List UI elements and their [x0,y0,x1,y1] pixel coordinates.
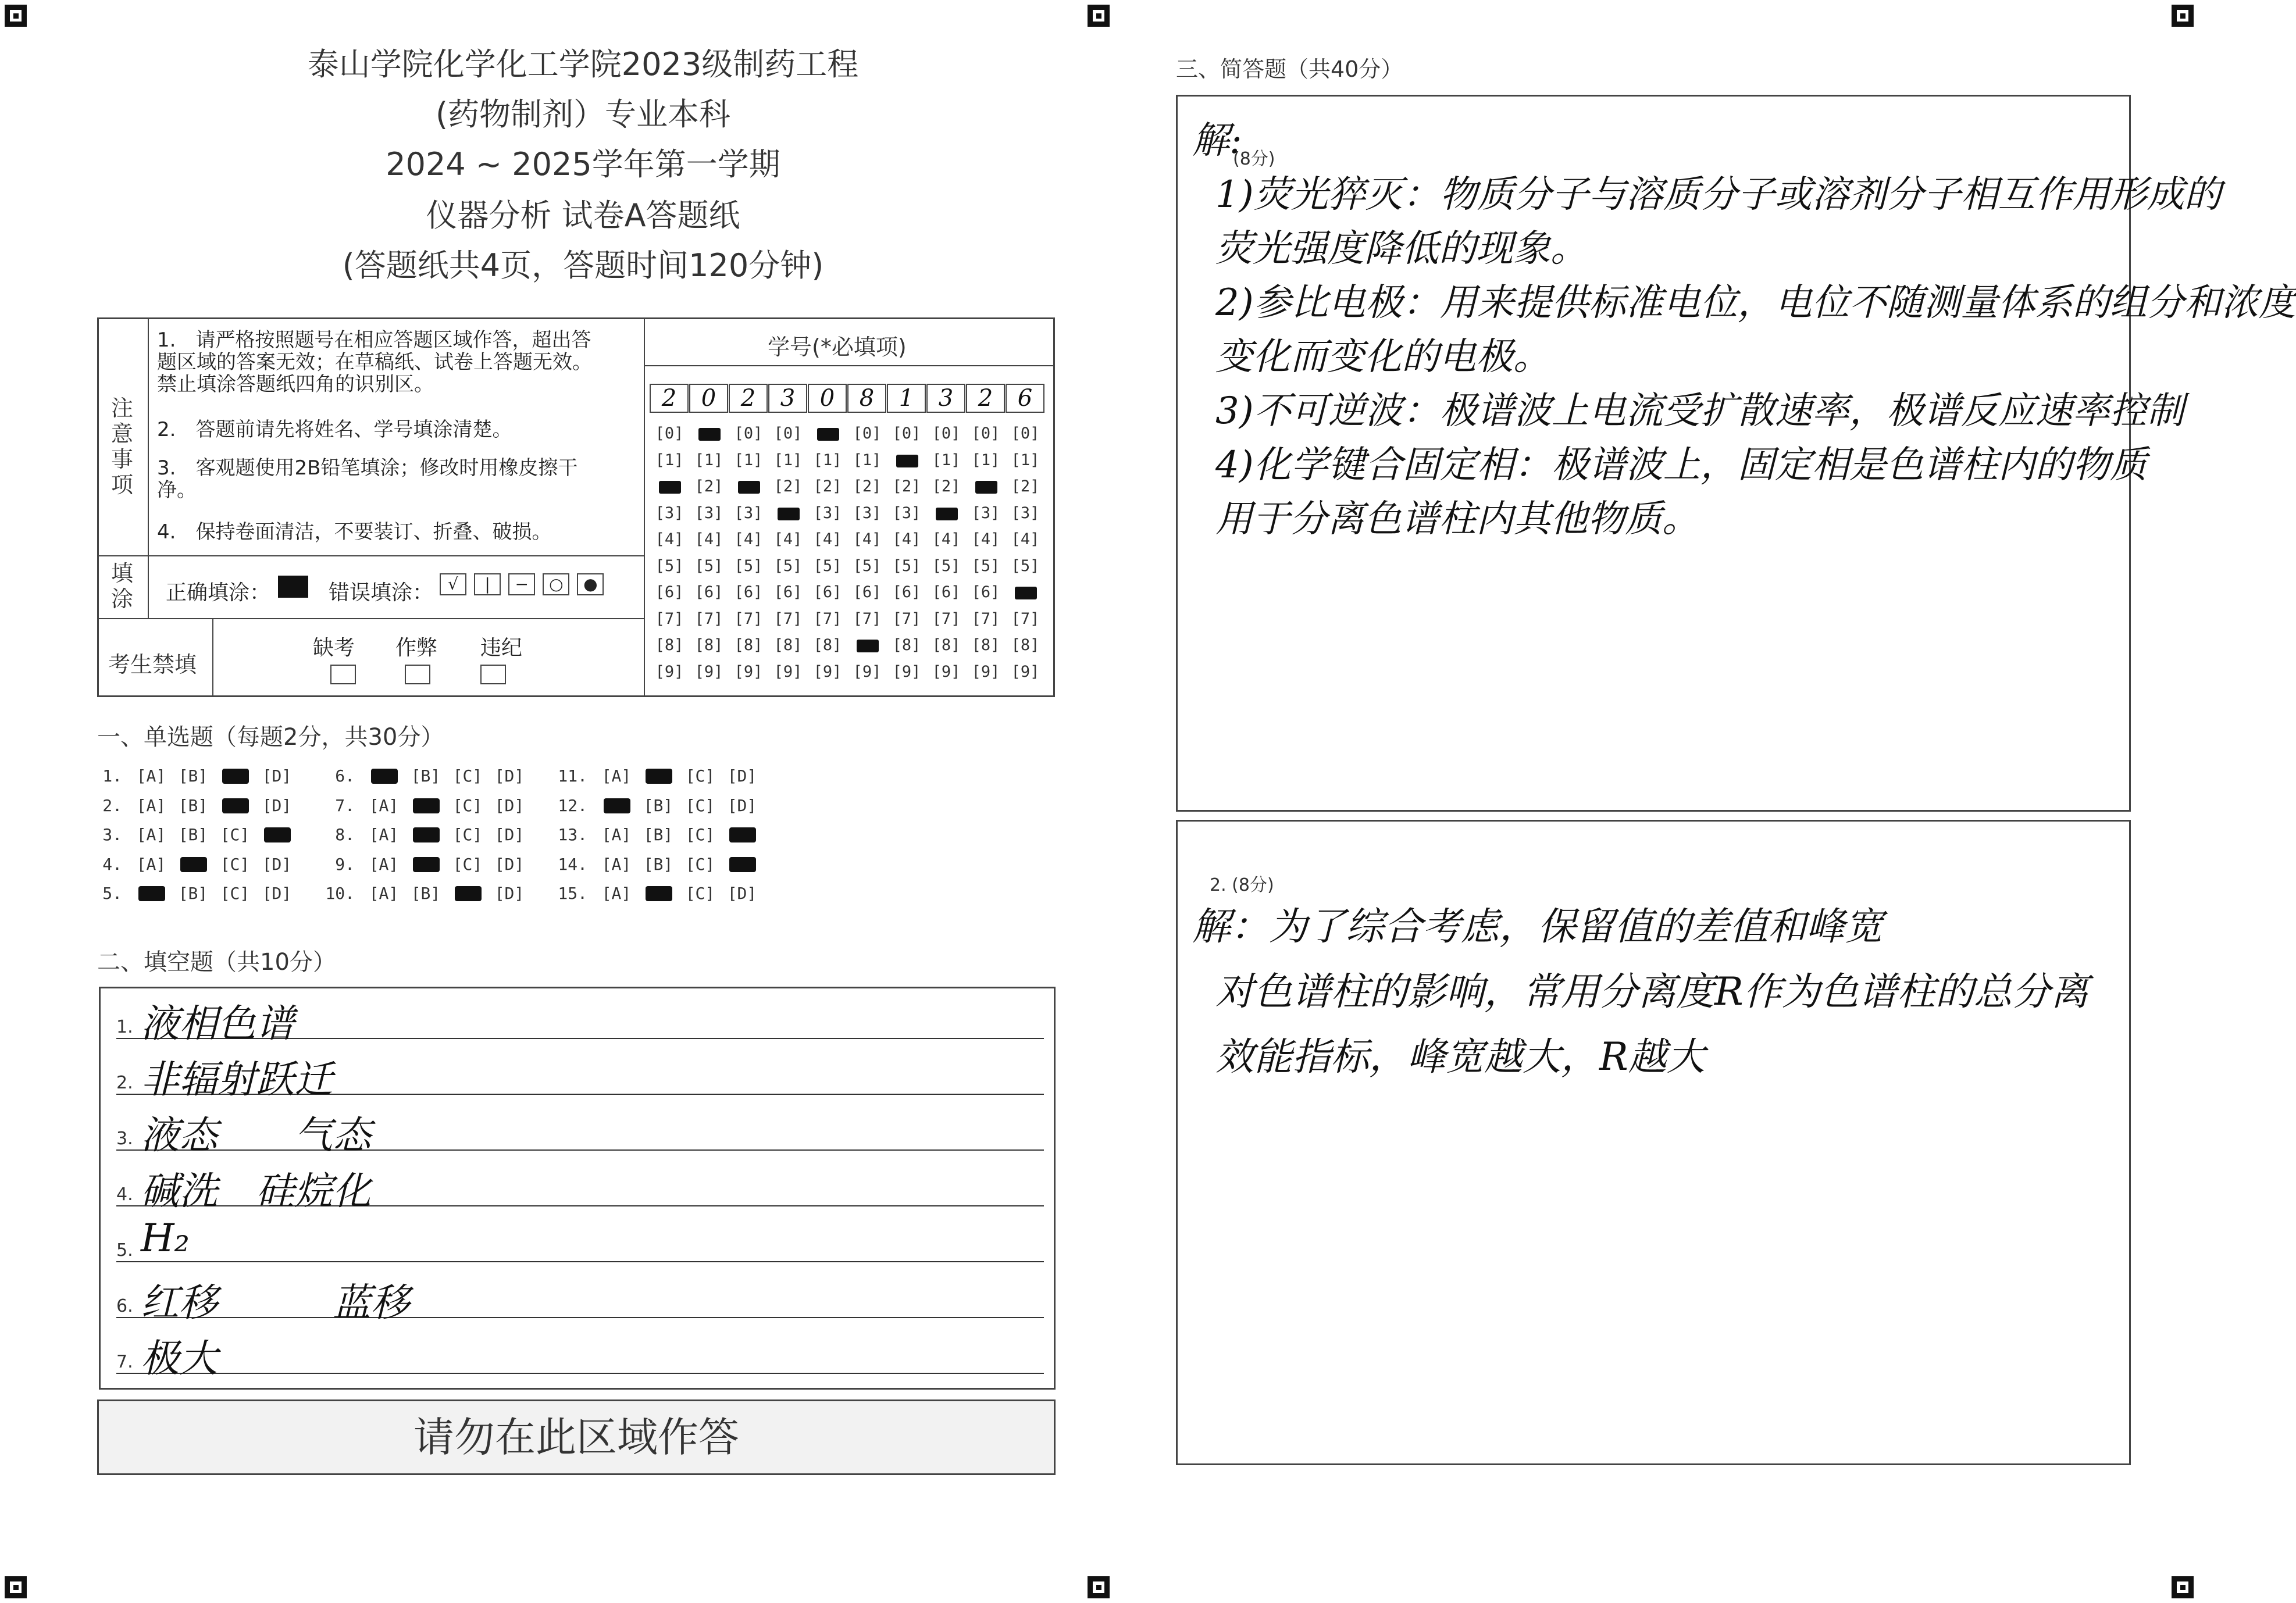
student-id-bubble[interactable]: [3] [853,504,882,522]
correct-fill-sample [278,576,308,598]
student-id-bubble[interactable]: [6] [773,583,803,601]
mc-question-number: 7. [335,795,355,815]
forbidden-cheat-label: 作弊 [395,636,438,660]
handwritten-answer-line: 效能指标，峰宽越大，R越大 [1215,1034,1705,1079]
mc-option-bubble[interactable]: [A] [601,766,632,786]
fill-blank-number: 7. [116,1352,133,1372]
student-id-bubble[interactable]: [1] [734,451,763,469]
wrong-mark-dash: − [508,573,535,595]
mc-option-bubble[interactable]: [B] [643,825,673,844]
student-id-bubble[interactable]: [3] [813,504,842,522]
handwritten-answer-line: 解：为了综合考虑，保留值的差值和峰宽 [1192,904,1883,949]
mc-question-row [87,884,298,903]
student-id-bubble[interactable]: [6] [932,583,961,601]
mc-option-bubble[interactable]: [A] [136,766,166,786]
mc-option-bubble[interactable]: [C] [685,795,715,815]
mc-option-bubble[interactable]: [C] [452,766,483,786]
student-id-bubble[interactable]: [7] [932,609,961,628]
q2-points: 2. (8分) [1210,875,1274,895]
mc-question-number: 8. [335,825,355,844]
mc-question-number: 2. [102,795,122,815]
student-id-digit: 2 [729,384,768,413]
student-id-bubble[interactable]: [4] [1011,530,1040,548]
mc-option-bubble[interactable] [130,884,172,903]
note-item-2: 2. 答题前请先将姓名、学号填涂清楚。 [157,418,512,441]
student-id-digit: 6 [1006,384,1044,413]
mc-option-bubble[interactable]: [D] [494,766,525,786]
student-id-bubble[interactable]: [0] [773,424,803,442]
corner-mark-bottom-center [1088,1576,1110,1598]
header-line-5: (答题纸共4页，答题时间120分钟) [342,247,824,284]
mc-option-bubble[interactable]: [D] [494,825,525,844]
student-id-bubble[interactable]: [7] [734,609,763,628]
student-id-bubble[interactable]: [2] [853,477,882,495]
student-id-bubble[interactable]: [6] [813,583,842,601]
student-id-bubble[interactable]: [0] [971,424,1000,442]
mc-option-bubble[interactable]: [C] [685,884,715,903]
mc-option-bubble[interactable]: [A] [136,795,166,815]
student-id-bubble[interactable] [889,451,924,469]
student-id-bubble[interactable]: [2] [813,477,842,495]
student-id-bubble[interactable]: [7] [853,609,882,628]
student-id-bubble[interactable]: [5] [734,556,763,575]
student-id-bubble[interactable]: [0] [1011,424,1040,442]
handwritten-answer-line: 3)不可逆波：极谱波上电流受扩散速率，极谱反应速率控制 [1215,390,2184,433]
student-id-bubble[interactable]: [8] [694,636,723,654]
note-item-4: 4. 保持卷面清洁，不要装订、折叠、破损。 [157,520,552,544]
mc-option-bubble[interactable]: [C] [452,854,483,874]
student-id-bubble[interactable]: [9] [813,662,842,681]
handwritten-answer-line: 用于分离色谱柱内其他物质。 [1215,498,1699,541]
student-id-bubble[interactable]: [0] [853,424,882,442]
student-id-bubble[interactable]: [8] [655,636,684,654]
forbidden-violation-checkbox[interactable] [480,665,506,684]
handwritten-answer-line: 解: [1192,119,1242,162]
fill-blank-answer: 液态 气态 [141,1113,371,1158]
mc-question-row [87,825,298,844]
fill-blank-answer: 液相色谱 [141,1001,294,1046]
mc-option-bubble[interactable]: [A] [369,795,399,815]
mc-question-row [320,855,530,874]
student-id-bubble[interactable]: [2] [1011,477,1040,495]
wrong-mark-check: √ [440,573,466,595]
handwritten-answer-line: 对色谱柱的影响，常用分离度R作为色谱柱的总分离 [1215,969,2089,1014]
fill-blank-answer: 极大 [141,1336,218,1381]
mc-question-number: 15. [558,884,587,903]
student-id-bubble[interactable]: [5] [773,556,803,575]
mc-question-row [87,766,298,786]
student-id-bubble[interactable]: [9] [1011,662,1040,681]
mc-option-bubble[interactable]: [B] [178,766,208,786]
mc-option-bubble[interactable]: [A] [601,825,632,844]
handwritten-answer-line: 4)化学键合固定相：极谱波上，固定相是色谱柱内的物质 [1215,444,2147,487]
fill-blank-line [116,1261,1044,1262]
student-id-bubble[interactable]: [8] [813,636,842,654]
wrong-mark-bar: | [474,573,501,595]
mc-option-bubble[interactable] [405,796,447,815]
mc-option-bubble[interactable]: [C] [452,825,483,844]
student-id-bubble[interactable]: [5] [655,556,684,575]
student-id-digit: 3 [926,384,965,413]
fill-blank-number: 3. [116,1129,133,1149]
handwritten-answer-line: 2)参比电极：用来提供标准电位，电位不随测量体系的组分和浓度 [1215,281,2296,324]
student-id-bubble[interactable]: [7] [813,609,842,628]
mc-option-bubble[interactable]: [C] [685,825,715,844]
corner-mark-top-right [2172,5,2194,27]
header-line-4: 仪器分析 试卷A答题纸 [426,197,740,234]
mc-option-bubble[interactable]: [B] [178,795,208,815]
student-id-bubble[interactable]: [8] [1011,636,1040,654]
student-id-digit: 3 [768,384,807,413]
mc-question-row [87,796,298,815]
student-id-bubble[interactable]: [4] [773,530,803,548]
mc-option-bubble[interactable]: [B] [411,884,441,903]
student-id-bubble[interactable]: [9] [655,662,684,681]
mc-question-number: 3. [102,825,122,844]
student-id-bubble[interactable]: [7] [971,609,1000,628]
student-id-bubble[interactable]: [8] [971,636,1000,654]
mc-option-bubble[interactable]: [D] [727,884,757,903]
student-id-bubble[interactable] [850,636,885,654]
fill-blank-number: 4. [116,1184,133,1205]
student-id-bubble[interactable]: [2] [694,477,723,495]
student-id-bubble[interactable]: [9] [773,662,803,681]
fill-blank-line [116,1373,1044,1374]
mc-question-row [552,855,763,874]
student-id-digit: 1 [887,384,926,413]
fill-blank-answer: 碱洗 硅烷化 [141,1169,371,1213]
student-id-bubble[interactable] [731,477,766,495]
mc-option-bubble[interactable] [637,884,679,903]
mc-option-bubble[interactable]: [C] [685,766,715,786]
student-id-bubble[interactable]: [1] [1011,451,1040,469]
forbidden-violation-label: 违纪 [480,636,523,660]
notes-label: 注意事项 [110,395,133,498]
header-line-3: 2024 ~ 2025学年第一学期 [386,146,780,183]
student-id-bubble[interactable]: [4] [694,530,723,548]
mc-question-row [552,796,763,815]
student-id-bubble[interactable]: [3] [694,504,723,522]
student-id-bubble[interactable]: [9] [694,662,723,681]
mc-option-bubble[interactable]: [A] [369,884,399,903]
mc-option-bubble[interactable] [363,766,405,786]
mc-option-bubble[interactable] [721,855,763,874]
mc-question-number: 14. [558,854,587,874]
student-id-bubble[interactable]: [9] [932,662,961,681]
forbidden-absent-checkbox[interactable] [330,665,356,684]
student-id-bubble[interactable]: [1] [694,451,723,469]
fill-blank-answer: H₂ [141,1216,190,1261]
student-id-bubble[interactable]: [9] [892,662,921,681]
student-id-bubble[interactable]: [1] [853,451,882,469]
fill-guide-label: 填涂 [110,560,133,612]
student-id-digit: 0 [689,384,728,413]
student-id-bubble[interactable] [968,477,1003,495]
corner-mark-top-left [5,5,27,27]
mc-question-number: 13. [558,825,587,844]
corner-mark-bottom-right [2172,1576,2194,1598]
student-id-bubble[interactable]: [5] [853,556,882,575]
fill-guide-correct-label: 正确填涂： [166,581,271,605]
note-item-3: 3. 客观题使用2B铅笔填涂；修改时用橡皮擦干净。 [157,456,578,502]
mc-option-bubble[interactable]: [A] [601,854,632,874]
student-id-bubble[interactable]: [6] [853,583,882,601]
student-id-bubble[interactable]: [4] [971,530,1000,548]
student-id-digit: 0 [808,384,847,413]
student-id-bubble[interactable]: [0] [932,424,961,442]
fill-blank-number: 6. [116,1296,133,1316]
fill-blank-answer: 非辐射跃迁 [141,1057,333,1102]
student-id-bubble[interactable]: [1] [932,451,961,469]
mc-question-number: 11. [558,766,587,786]
mc-question-number: 10. [325,884,355,903]
mc-option-bubble[interactable]: [D] [494,854,525,874]
mc-question-number: 6. [335,766,355,786]
wrong-mark-dot: ● [577,573,604,595]
mc-option-bubble[interactable]: [D] [727,766,757,786]
student-id-bubble[interactable]: [5] [892,556,921,575]
corner-mark-top-center [1088,5,1110,27]
student-id-digit: 2 [966,384,1005,413]
student-id-bubble[interactable]: [8] [892,636,921,654]
student-id-bubble[interactable] [810,424,845,442]
student-id-bubble[interactable]: [7] [773,609,803,628]
student-id-bubble[interactable] [929,504,964,522]
student-id-bubble[interactable]: [6] [892,583,921,601]
student-id-bubble[interactable]: [7] [1011,609,1040,628]
fill-blank-number: 2. [116,1073,133,1093]
mc-question-number: 5. [102,884,122,903]
header-line-2: (药物制剂）专业本科 [435,96,731,133]
mc-option-bubble[interactable]: [C] [685,854,715,874]
mc-option-bubble[interactable]: [B] [411,766,441,786]
q1-points: (8分) [1233,149,1275,169]
handwritten-answer-line: 1)荧光猝灭：物质分子与溶质分子或溶剂分子相互作用形成的 [1215,173,2222,216]
mc-option-bubble[interactable]: [B] [178,825,208,844]
mc-question-number: 4. [102,854,122,874]
mc-option-bubble[interactable]: [A] [136,854,166,874]
student-id-bubble[interactable]: [6] [694,583,723,601]
mc-question-row [552,825,763,844]
student-id-bubble[interactable]: [4] [932,530,961,548]
fill-blank-number: 5. [116,1240,133,1261]
mc-option-bubble[interactable]: [B] [178,884,208,903]
fill-blank-number: 1. [116,1017,133,1037]
student-id-bubble[interactable]: [7] [694,609,723,628]
student-id-bubble[interactable]: [4] [734,530,763,548]
mc-option-bubble[interactable] [447,884,489,903]
student-id-bubble[interactable]: [2] [773,477,803,495]
handwritten-answer-line: 变化而变化的电极。 [1215,335,1550,379]
mc-option-bubble[interactable]: [D] [262,884,292,903]
mc-question-number: 12. [558,795,587,815]
mc-option-bubble[interactable]: [C] [220,884,250,903]
student-id-bubble[interactable]: [4] [853,530,882,548]
student-id-bubble[interactable]: [7] [892,609,921,628]
mc-option-bubble[interactable]: [D] [262,795,292,815]
no-answer-zone: 请勿在此区域作答 [97,1399,1056,1475]
mc-option-bubble[interactable]: [D] [727,795,757,815]
mc-question-row [320,884,530,903]
fill-blank-answer: 红移 蓝移 [141,1280,409,1325]
mc-option-bubble[interactable] [172,855,214,874]
mc-option-bubble[interactable] [405,855,447,874]
student-id-bubble[interactable]: [2] [932,477,961,495]
mc-option-bubble[interactable]: [C] [452,795,483,815]
student-id-bubble[interactable]: [3] [1011,504,1040,522]
student-id-bubble[interactable]: [0] [892,424,921,442]
student-id-bubble[interactable] [652,477,687,495]
student-id-bubble[interactable]: [3] [971,504,1000,522]
mc-question-row [320,766,530,786]
wrong-fill-samples [440,573,608,595]
mc-question-number: 9. [335,854,355,874]
student-id-bubble[interactable]: [2] [892,477,921,495]
mc-option-bubble[interactable]: [B] [643,795,673,815]
student-id-bubble[interactable]: [6] [971,583,1000,601]
mc-question-row [320,796,530,815]
forbidden-cheat-checkbox[interactable] [405,665,430,684]
student-id-bubble[interactable]: [9] [853,662,882,681]
student-id-bubble[interactable]: [4] [655,530,684,548]
wrong-mark-circle: ○ [543,573,569,595]
student-id-bubble[interactable]: [4] [892,530,921,548]
student-id-bubble[interactable]: [8] [773,636,803,654]
student-id-bubble[interactable]: [1] [655,451,684,469]
student-id-title: 学号(*必填项) [768,334,907,360]
fill-guide-wrong-label: 错误填涂： [329,581,434,605]
mc-question-row [87,855,298,874]
student-id-bubble[interactable]: [3] [655,504,684,522]
student-id-bubble[interactable]: [5] [694,556,723,575]
student-id-bubble[interactable]: [6] [734,583,763,601]
mc-option-bubble[interactable]: [C] [220,854,250,874]
mc-question-row [552,884,763,903]
handwritten-answer-line: 荧光强度降低的现象。 [1215,227,1588,270]
header-line-1: 泰山学院化学化工学院2023级制药工程 [307,46,859,83]
mc-option-bubble[interactable]: [A] [136,825,166,844]
mc-question-row [320,825,530,844]
student-id-bubble[interactable]: [3] [892,504,921,522]
mc-option-bubble[interactable]: [D] [494,795,525,815]
mc-option-bubble[interactable]: [A] [601,884,632,903]
student-id-bubble[interactable] [1008,583,1043,601]
section1-title: 一、单选题（每题2分，共30分） [97,724,444,751]
student-id-bubble[interactable]: [5] [1011,556,1040,575]
info-table-divider [644,317,645,697]
mc-option-bubble[interactable] [214,796,256,815]
forbidden-label: 考生禁填 [108,652,197,677]
mc-option-bubble[interactable] [637,766,679,786]
section3-title: 三、简答题（共40分） [1176,56,1403,82]
student-id-bubble[interactable]: [9] [734,662,763,681]
student-id-bubble[interactable]: [8] [734,636,763,654]
mc-option-bubble[interactable]: [B] [643,854,673,874]
student-id-bubble[interactable] [771,504,805,522]
student-id-bubble[interactable]: [1] [813,451,842,469]
forbidden-absent-label: 缺考 [313,636,355,660]
mc-option-bubble[interactable] [405,825,447,844]
student-id-bubble[interactable]: [7] [655,609,684,628]
student-id-bubble[interactable]: [9] [971,662,1000,681]
student-id-bubble[interactable]: [6] [655,583,684,601]
student-id-bubble[interactable]: [0] [734,424,763,442]
mc-option-bubble[interactable] [256,825,298,844]
student-id-bubble[interactable]: [1] [971,451,1000,469]
mc-option-bubble[interactable]: [C] [220,825,250,844]
mc-option-bubble[interactable]: [D] [262,766,292,786]
student-id-digit: 2 [650,384,689,413]
student-id-bubble[interactable]: [5] [813,556,842,575]
student-id-bubble[interactable]: [5] [932,556,961,575]
mc-option-bubble[interactable]: [D] [262,854,292,874]
student-id-bubble[interactable]: [0] [655,424,684,442]
note-item-1: 1. 请严格按照题号在相应答题区域作答，超出答题区域的答案无效；在草稿纸、试卷上答题无效。禁止填涂答题纸四角的识别区。 [157,329,592,396]
section2-title: 二、填空题（共10分） [97,949,336,976]
student-id-bubble[interactable]: [1] [773,451,803,469]
student-id-bubble[interactable] [691,424,726,442]
mc-option-bubble[interactable] [214,766,256,786]
mc-option-bubble[interactable]: [A] [369,854,399,874]
student-id-digit: 8 [847,384,886,413]
student-id-bubble[interactable]: [5] [971,556,1000,575]
mc-question-row [552,766,763,786]
mc-question-number: 1. [102,766,122,786]
student-id-bubble[interactable]: [4] [813,530,842,548]
mc-option-bubble[interactable] [596,796,637,815]
corner-mark-bottom-left [5,1576,27,1598]
student-id-bubble[interactable]: [8] [932,636,961,654]
student-id-bubble[interactable]: [3] [734,504,763,522]
mc-option-bubble[interactable]: [D] [494,884,525,903]
mc-option-bubble[interactable] [721,825,763,844]
mc-option-bubble[interactable]: [A] [369,825,399,844]
